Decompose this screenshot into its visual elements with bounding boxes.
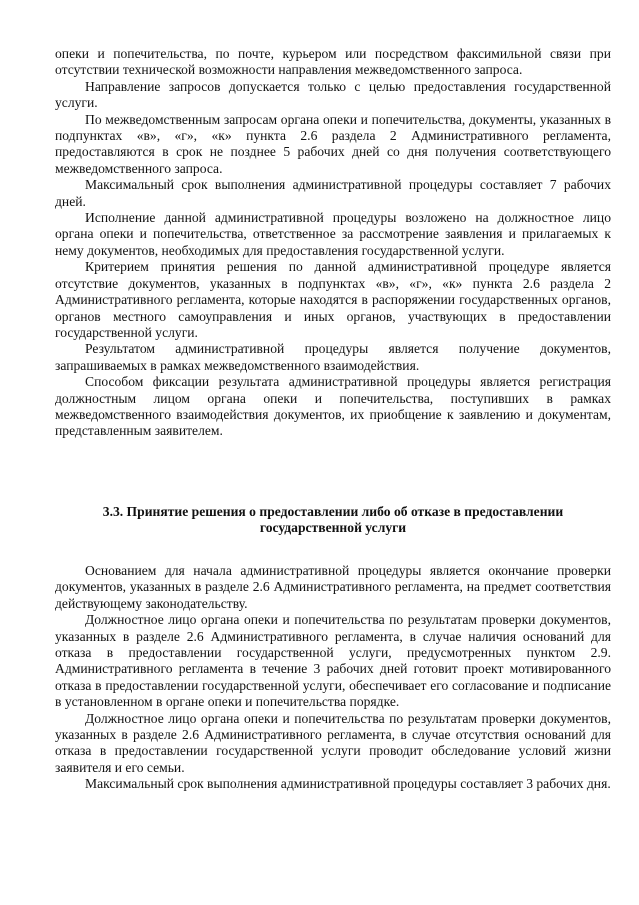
paragraph: Исполнение данной административной процедуры возложено на должностное лицо органа опеки и попечительства, ответственное за рассмотрение заявления и прилагаемых к нему документов, необходимых для предоставления государственной услуги. [55, 210, 611, 258]
heading-line: 3.3. Принятие решения о предоставлении либо об отказе в предоставлении [102, 504, 564, 519]
paragraph: Максимальный срок выполнения административной процедуры составляет 7 рабочих дней. [55, 177, 611, 209]
paragraph: Критерием принятия решения по данной административной процедуре является отсутствие документов, указанных в подпунктах «в», «г», «к» пункта 2.6 раздела 2 Административного регламента, которые находятся в распоряжении государственных органов, органов местного самоуправления и иных органов, участвующих в предоставлении государственной услуги. [55, 259, 611, 340]
paragraph: Направление запросов допускается только с целью предоставления государственной услуги. [55, 78, 611, 111]
paragraph: Основанием для начала административной процедуры является окончание проверки документов, указанных в разделе 2.6 Административного регламента, на предмет соответствия действующему законодательству. [55, 563, 611, 611]
paragraph: Способом фиксации результата административной процедуры является регистрация должностным лицом органа опеки и попечительства, поступивших в рамках межведомственного взаимодействия документов, их приобщение к заявлению и документам, представленным заявителем. [55, 374, 611, 439]
section-3-2-continued [55, 46, 611, 440]
paragraph: Максимальный срок выполнения административной процедуры составляет 3 рабочих дня. [85, 776, 611, 792]
section-heading [55, 504, 611, 537]
section-3-3-body [55, 563, 611, 793]
paragraph: Должностное лицо органа опеки и попечительства по результатам проверки документов, указанных в разделе 2.6 Административного регламента, в случае наличия оснований для отказа в предоставлении государственной услуги, предусмотренных пунктом 2.9. Административного регламента в течение 3 рабочих дней готовит проект мотивированного отказа в предоставлении государственной услуги, обеспечивает его согласование и подписание в установленном в органе опеки и попечительства порядке. [55, 612, 611, 710]
heading-line: государственной услуги [259, 520, 407, 536]
paragraph: Результатом административной процедуры является получение документов, запрашиваемых в рамках межведомственного взаимодействия. [55, 341, 611, 373]
paragraph: Должностное лицо органа опеки и попечительства по результатам проверки документов, указанных в разделе 2.6 Административного регламента, в случае отсутствия оснований для отказа в предоставлении государственной услуги проводит обследование условий жизни заявителя и его семьи. [55, 710, 611, 775]
paragraph: По межведомственным запросам органа опеки и попечительства, документы, указанных в подпунктах «в», «г», «к» пункта 2.6 раздела 2 Административного регламента, предоставляются в срок не позднее 5 рабочих дней со дня получения соответствующего межведомственного запроса. [55, 111, 611, 176]
paragraph: опеки и попечительства, по почте, курьером или посредством факсимильной связи при отсутствии технической возможности направления межведомственного запроса. [55, 46, 611, 78]
